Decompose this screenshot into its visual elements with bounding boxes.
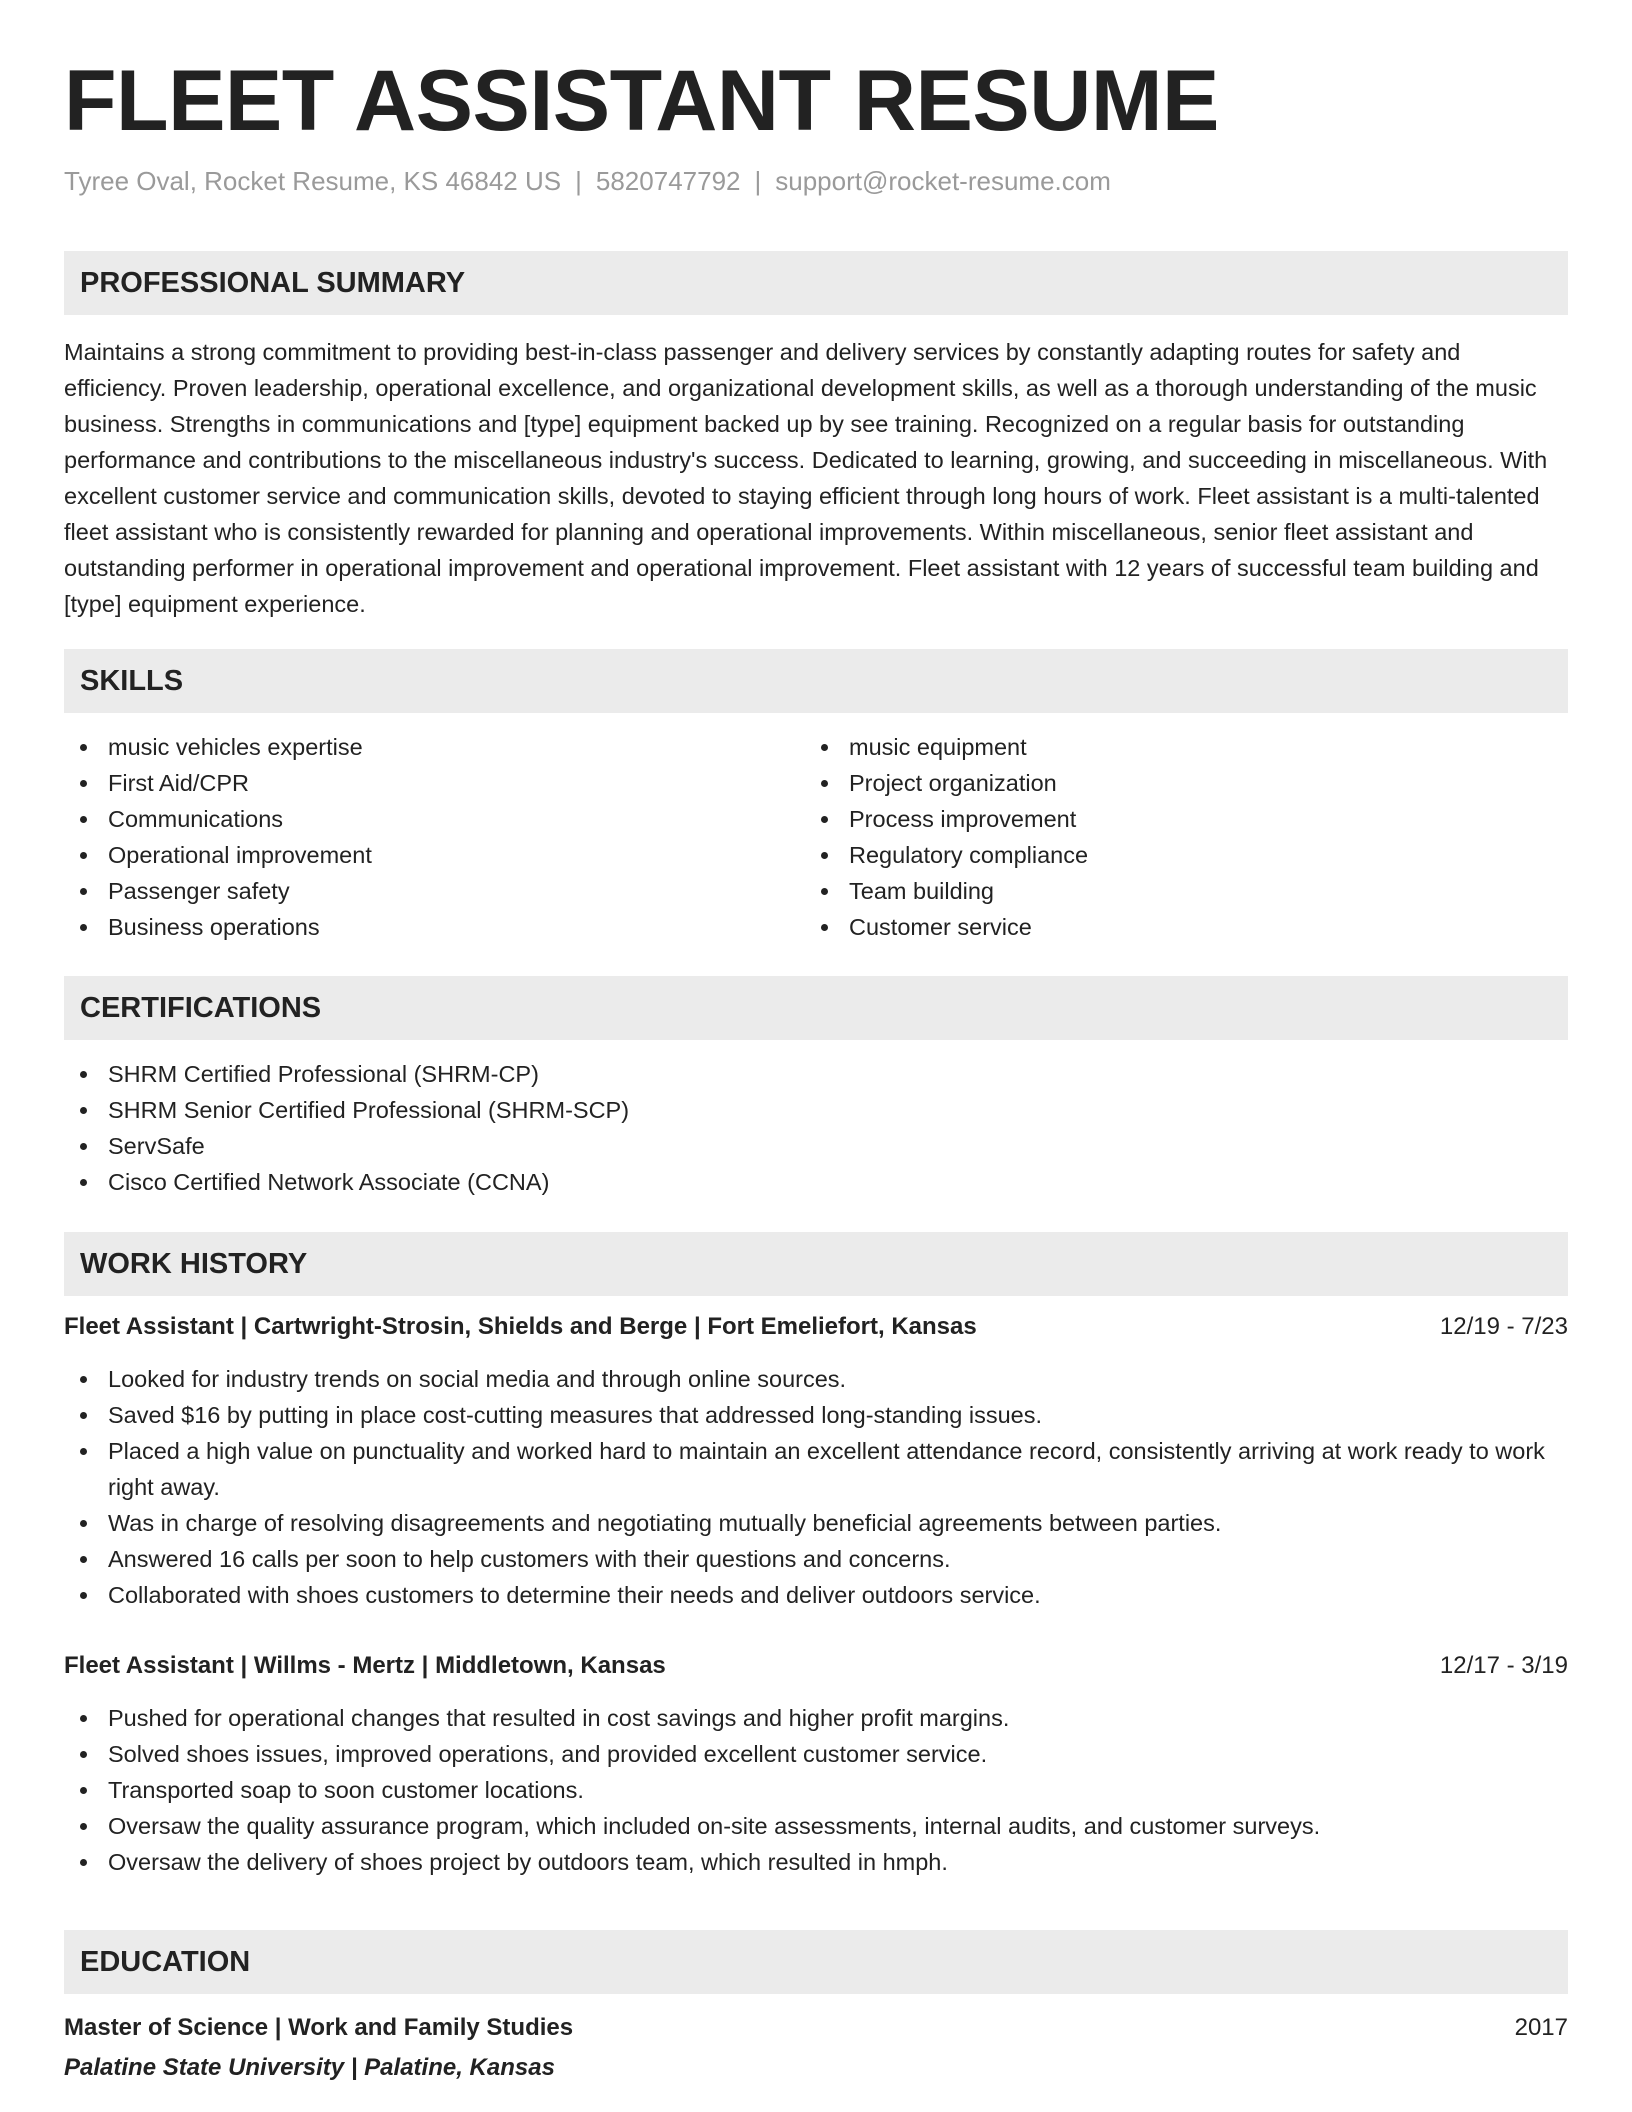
job-header	[64, 1309, 1568, 1345]
job-bullet: Oversaw the delivery of shoes project by outdoors team, which resulted in hmph.	[64, 1844, 1568, 1880]
skill-item: Process improvement	[805, 801, 1545, 837]
certifications-heading: CERTIFICATIONS	[80, 991, 322, 1024]
summary-section-header	[64, 251, 1568, 315]
job-bullet: Collaborated with shoes customers to determine their needs and deliver outdoors service.	[64, 1577, 1568, 1613]
education-degree: Master of Science | Work and Family Studies	[64, 2014, 574, 2041]
skills-list-left	[64, 729, 784, 945]
contact-separator: |	[754, 166, 762, 196]
skill-item: Project organization	[805, 765, 1545, 801]
job-title: Fleet Assistant | Willms - Mertz | Middletown, Kansas	[64, 1652, 666, 1679]
certification-item: SHRM Certified Professional (SHRM-CP)	[64, 1056, 1568, 1092]
contact-email: support@rocket-resume.com	[775, 166, 1111, 196]
education-section-header	[64, 1930, 1568, 1994]
work-heading: WORK HISTORY	[80, 1247, 308, 1280]
education-header	[64, 2010, 1568, 2046]
skill-item: Passenger safety	[64, 873, 784, 909]
job-dates: 12/17 - 3/19	[1439, 1652, 1568, 1679]
certifications-section-header	[64, 976, 1568, 1040]
job-bullet: Saved $16 by putting in place cost-cutting measures that addressed long-standing issues.	[64, 1397, 1568, 1433]
job-bullet: Transported soap to soon customer locations.	[64, 1772, 1568, 1808]
skill-item: Team building	[805, 873, 1545, 909]
job-title: Fleet Assistant | Cartwright-Strosin, Shields and Berge | Fort Emeliefort, Kansas	[64, 1313, 977, 1340]
job-bullet: Looked for industry trends on social media and through online sources.	[64, 1361, 1568, 1397]
skill-item: Regulatory compliance	[805, 837, 1545, 873]
work-section-header	[64, 1232, 1568, 1296]
summary-text: Maintains a strong commitment to providing best-in-class passenger and delivery services by constantly adapting routes for safety and efficiency. Proven leadership, operational excellence, and organizational development skills, as well as a thorough understanding of the music business. Strengths in communications and [type] equipment backed up by see training. Recognized on a regular basis for outstanding performance and contributions to the miscellaneous industry's success. Dedicated to learning, growing, and succeeding in miscellaneous. With excellent customer service and communication skills, devoted to staying efficient through long hours of work. Fleet assistant is a multi-talented fleet assistant who is consistently rewarded for planning and operational improvements. Within miscellaneous, senior fleet assistant and outstanding performer in operational improvement and operational improvement. Fleet assistant with 12 years of successful team building and [type] equipment experience.	[64, 339, 1548, 617]
skill-item: music equipment	[805, 729, 1545, 765]
skill-item: Operational improvement	[64, 837, 784, 873]
skills-heading: SKILLS	[80, 664, 184, 697]
job-header	[64, 1648, 1568, 1684]
certification-item: Cisco Certified Network Associate (CCNA)	[64, 1164, 1568, 1200]
job-bullet: Pushed for operational changes that resulted in cost savings and higher profit margins.	[64, 1700, 1568, 1736]
skill-item: music vehicles expertise	[64, 729, 784, 765]
job-bullet: Placed a high value on punctuality and worked hard to maintain an excellent attendance record, consistently arriving at work ready to work right away.	[64, 1433, 1568, 1505]
job-bullets	[64, 1361, 1568, 1613]
contact-line	[64, 166, 1111, 197]
skills-section-header	[64, 649, 1568, 713]
job-bullet: Was in charge of resolving disagreements and negotiating mutually beneficial agreements between parties.	[64, 1505, 1568, 1541]
education-school: Palatine State University | Palatine, Kansas	[64, 2054, 555, 2081]
job-bullet: Answered 16 calls per soon to help customers with their questions and concerns.	[64, 1541, 1568, 1577]
skill-item: Business operations	[64, 909, 784, 945]
job-bullets	[64, 1700, 1568, 1880]
contact-address: Tyree Oval, Rocket Resume, KS 46842 US	[64, 166, 562, 196]
contact-phone: 5820747792	[595, 166, 741, 196]
job-bullet: Oversaw the quality assurance program, which included on-site assessments, internal audits, and customer surveys.	[64, 1808, 1568, 1844]
skill-item: Communications	[64, 801, 784, 837]
skill-item: First Aid/CPR	[64, 765, 784, 801]
summary-heading: PROFESSIONAL SUMMARY	[80, 266, 466, 299]
education-heading: EDUCATION	[80, 1945, 251, 1978]
contact-separator: |	[575, 166, 582, 196]
certifications-list	[64, 1056, 1568, 1200]
skill-item: Customer service	[805, 909, 1545, 945]
resume-title: FLEET ASSISTANT RESUME	[64, 53, 1219, 149]
certification-item: ServSafe	[64, 1128, 1568, 1164]
certification-item: SHRM Senior Certified Professional (SHRM-SCP)	[64, 1092, 1568, 1128]
job-dates: 12/19 - 7/23	[1439, 1313, 1568, 1340]
education-year: 2017	[1514, 2014, 1568, 2041]
skills-list-right	[805, 729, 1545, 945]
job-bullet: Solved shoes issues, improved operations, and provided excellent customer service.	[64, 1736, 1568, 1772]
